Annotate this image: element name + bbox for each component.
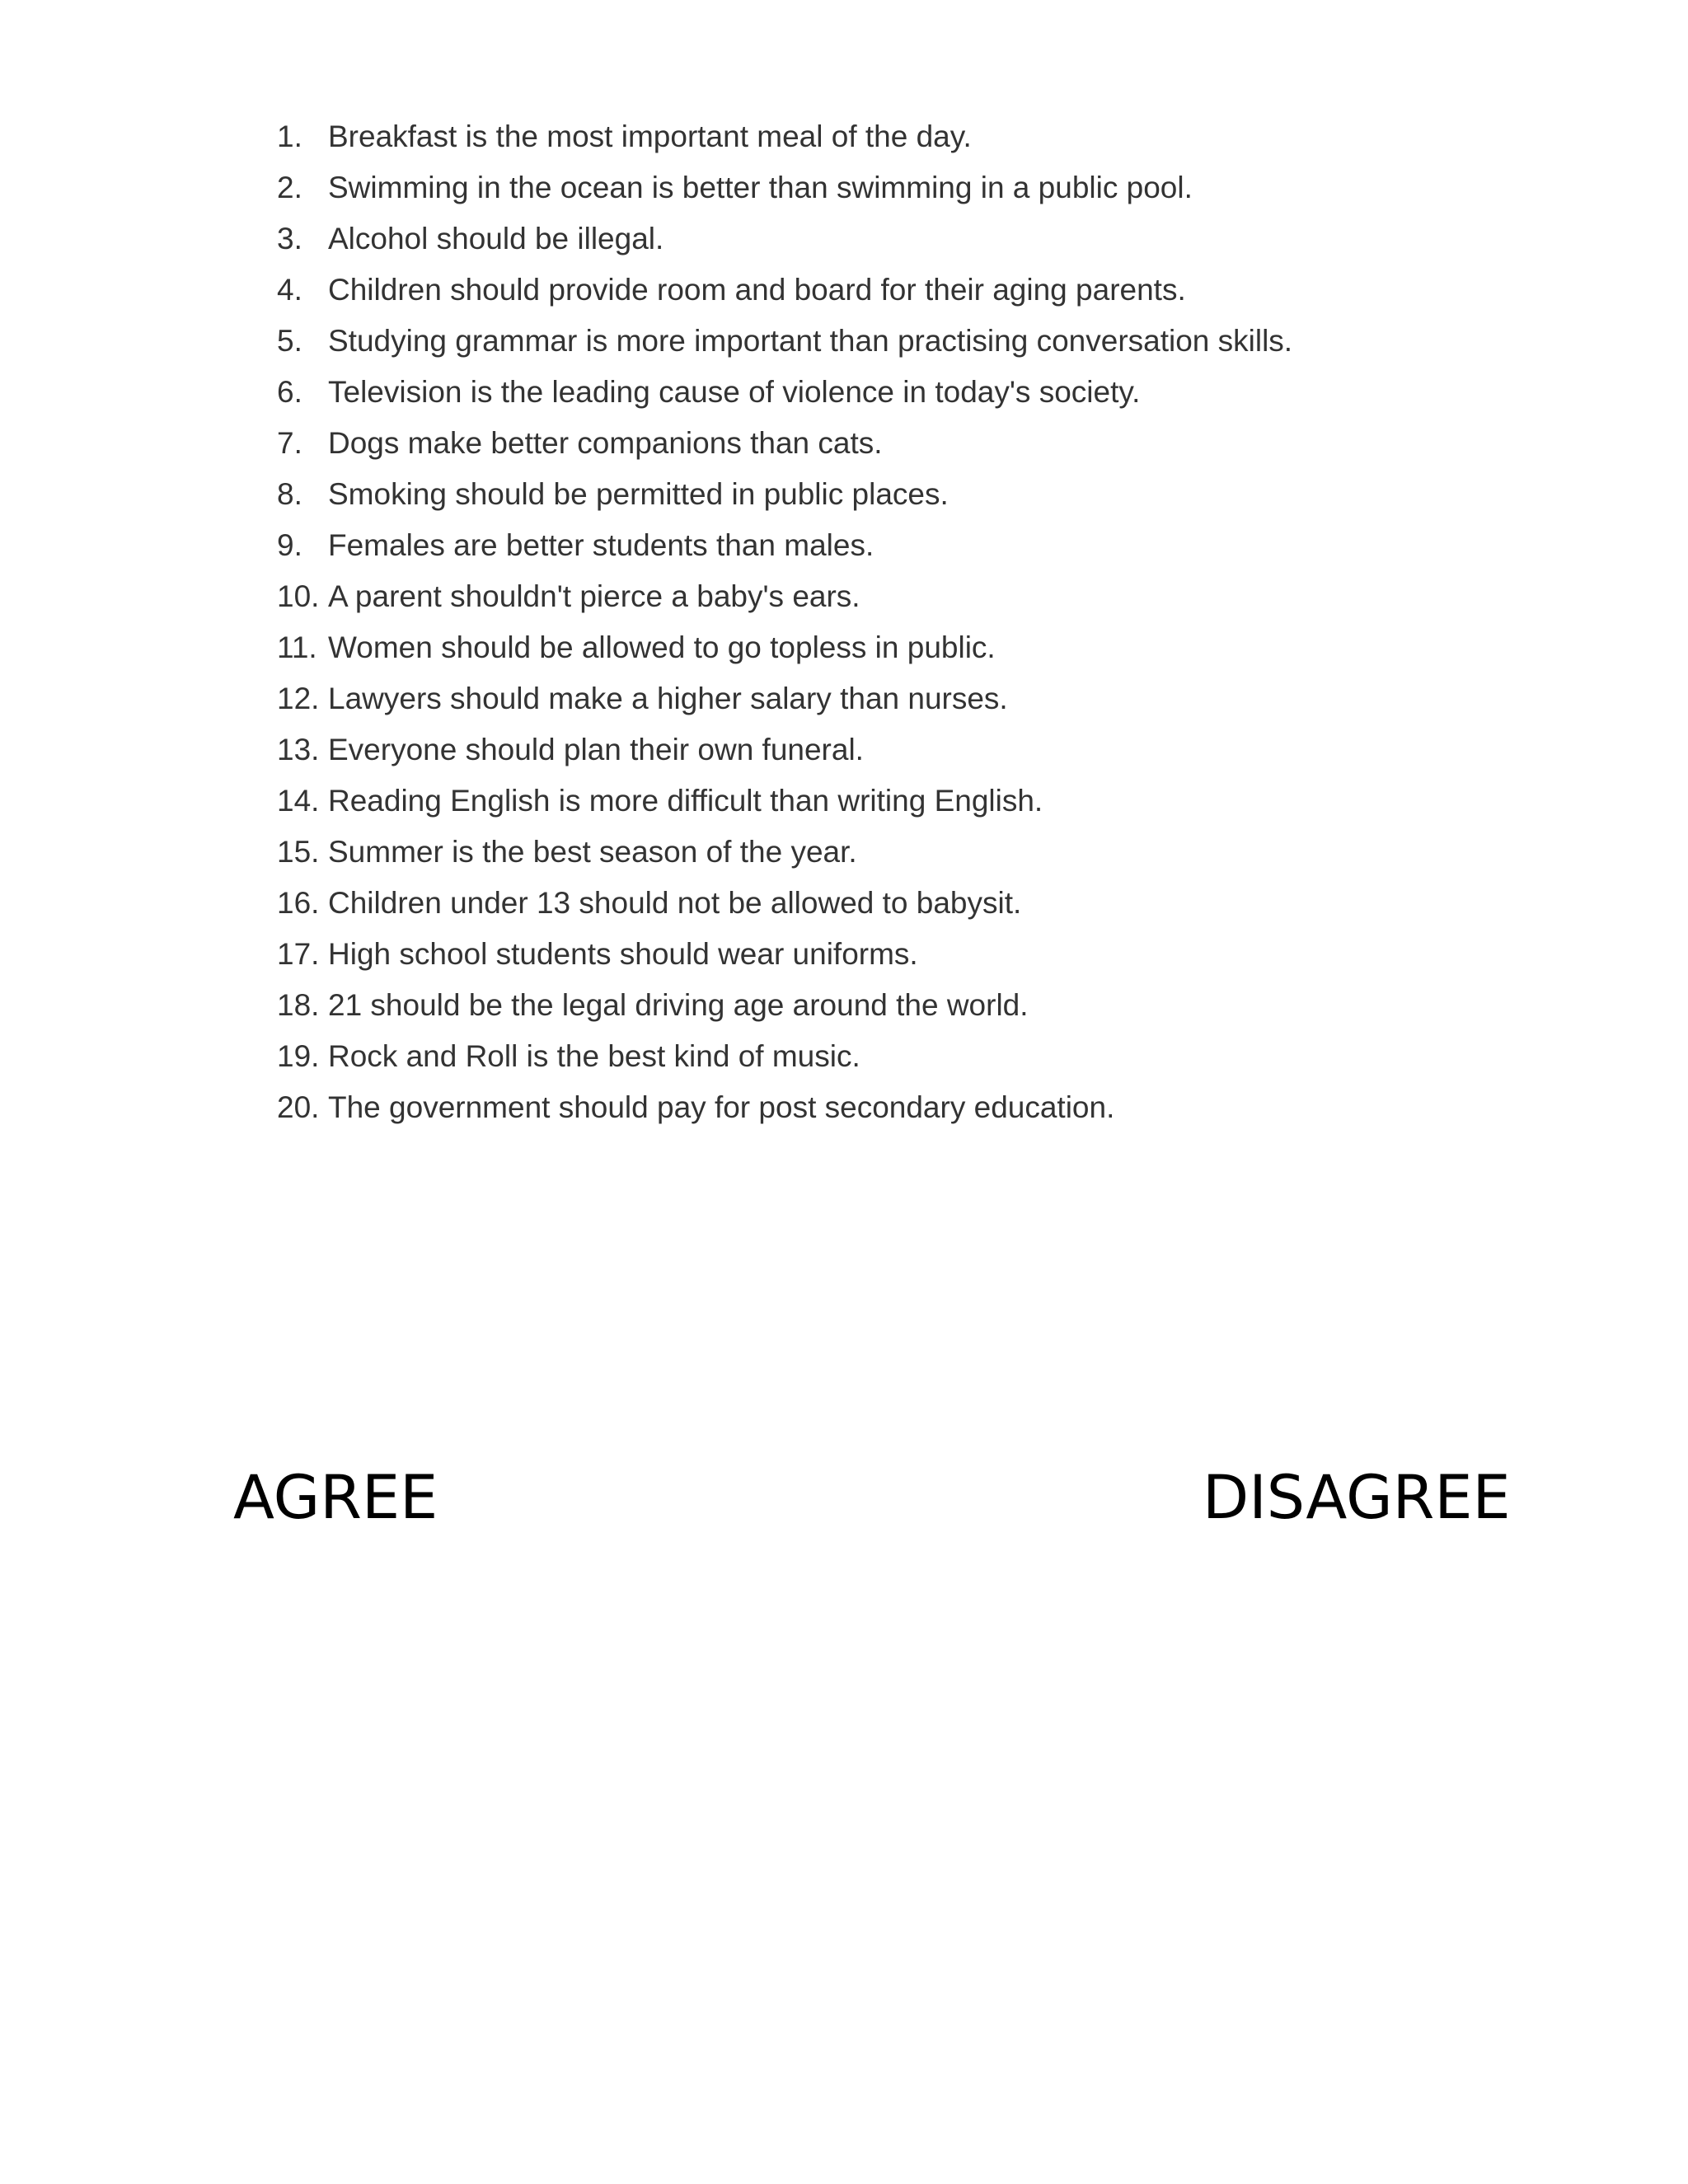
statement-number: 2. <box>277 171 302 204</box>
agree-label: AGREE <box>233 1463 438 1533</box>
statement-text: A parent shouldn't pierce a baby's ears. <box>328 579 860 613</box>
statement-text: Alcohol should be illegal. <box>328 222 664 255</box>
statement-item-6 <box>277 367 1472 418</box>
statement-item-13 <box>277 724 1472 776</box>
statement-item-8 <box>277 469 1472 520</box>
statement-item-9 <box>277 520 1472 571</box>
statement-number: 1. <box>277 120 302 153</box>
statement-text: Children under 13 should not be allowed to babysit. <box>328 886 1022 920</box>
statement-text: Swimming in the ocean is better than swimming in a public pool. <box>328 171 1193 204</box>
statement-item-14 <box>277 776 1472 827</box>
statement-text: High school students should wear uniforms. <box>328 937 918 971</box>
statement-number: 9. <box>277 528 302 562</box>
statement-number: 14. <box>277 784 320 818</box>
statement-number: 3. <box>277 222 302 255</box>
statement-item-11 <box>277 622 1472 673</box>
statement-text: 21 should be the legal driving age around the world. <box>328 988 1029 1022</box>
statement-text: Lawyers should make a higher salary than nurses. <box>328 682 1008 715</box>
statement-number: 18. <box>277 988 320 1022</box>
statement-item-5 <box>277 316 1472 367</box>
statement-item-20 <box>277 1082 1472 1133</box>
statement-text: Rock and Roll is the best kind of music. <box>328 1039 860 1073</box>
disagree-label: DISAGREE <box>1203 1463 1511 1533</box>
statement-number: 13. <box>277 733 320 766</box>
statement-item-19 <box>277 1031 1472 1082</box>
statement-text: Studying grammar is more important than practising conversation skills. <box>328 324 1293 358</box>
statement-number: 16. <box>277 886 320 920</box>
statement-text: Children should provide room and board for their aging parents. <box>328 273 1186 307</box>
statement-item-7 <box>277 418 1472 469</box>
statement-item-1 <box>277 111 1472 162</box>
statement-item-10 <box>277 571 1472 622</box>
statement-text: Television is the leading cause of violence in today's society. <box>328 375 1141 409</box>
statement-item-4 <box>277 265 1472 316</box>
statement-text: Summer is the best season of the year. <box>328 835 857 869</box>
statement-number: 15. <box>277 835 320 869</box>
statement-text: Women should be allowed to go topless in public. <box>328 630 996 664</box>
statement-number: 5. <box>277 324 302 358</box>
statement-text: Breakfast is the most important meal of the day. <box>328 120 972 153</box>
statement-text: The government should pay for post secondary education. <box>328 1090 1115 1124</box>
statement-number: 10. <box>277 579 320 613</box>
statement-number: 7. <box>277 426 302 460</box>
statement-list <box>277 111 1472 1133</box>
statement-text: Smoking should be permitted in public places. <box>328 477 949 511</box>
statement-number: 4. <box>277 273 302 307</box>
statement-number: 12. <box>277 682 320 715</box>
statement-item-3 <box>277 213 1472 265</box>
statement-number: 6. <box>277 375 302 409</box>
statement-item-17 <box>277 929 1472 980</box>
statement-number: 11. <box>277 630 317 664</box>
statement-number: 17. <box>277 937 320 971</box>
statement-number: 20. <box>277 1090 320 1124</box>
statement-text: Everyone should plan their own funeral. <box>328 733 864 766</box>
statement-item-16 <box>277 878 1472 929</box>
statement-number: 19. <box>277 1039 320 1073</box>
statement-text: Females are better students than males. <box>328 528 874 562</box>
statement-number: 8. <box>277 477 302 511</box>
statement-item-15 <box>277 827 1472 878</box>
statement-item-12 <box>277 673 1472 724</box>
statement-item-18 <box>277 980 1472 1031</box>
statement-text: Dogs make better companions than cats. <box>328 426 883 460</box>
statement-text: Reading English is more difficult than writing English. <box>328 784 1043 818</box>
statement-item-2 <box>277 162 1472 213</box>
